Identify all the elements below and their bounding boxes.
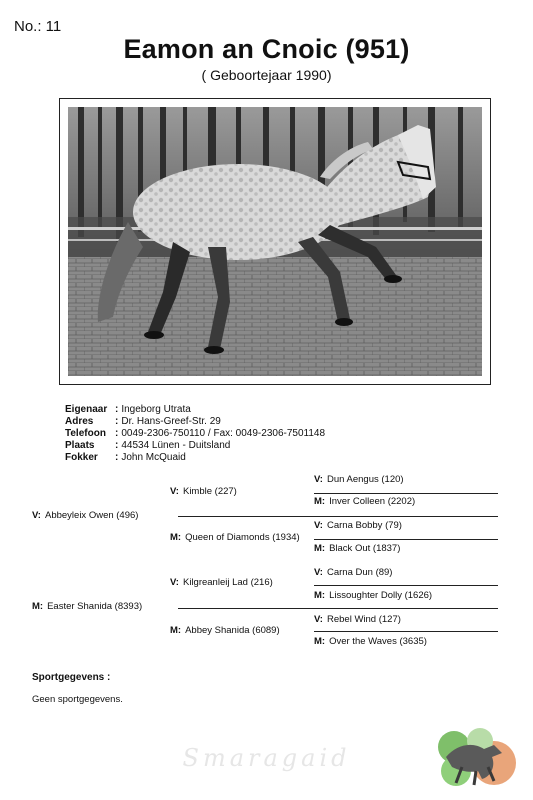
info-key: Telefoon xyxy=(65,428,106,439)
pedigree-line xyxy=(178,608,498,609)
pedigree-grandparent: V: Kimble (227) xyxy=(170,486,237,497)
pedigree-line xyxy=(314,631,498,632)
clover-horse-logo xyxy=(432,727,522,789)
pedigree-great-grandparent: V: Carna Bobby (79) xyxy=(314,520,402,531)
pedigree-great-grandparent: M: Over the Waves (3635) xyxy=(314,636,427,647)
address-row: Adres : Dr. Hans-Greef-Str. 29 xyxy=(65,416,221,427)
pedigree-grandparent: M: Abbey Shanida (6089) xyxy=(170,625,280,636)
pedigree-great-grandparent: V: Rebel Wind (127) xyxy=(314,614,401,625)
info-value: 0049-2306-750110 / Fax: 0049-2306-7501148 xyxy=(121,428,326,439)
horse-photo xyxy=(68,107,482,376)
pedigree-grandparent: M: Queen of Diamonds (1934) xyxy=(170,532,300,543)
horse-name-title: Eamon an Cnoic (951) xyxy=(123,34,410,64)
pedigree-great-grandparent: V: Carna Dun (89) xyxy=(314,567,393,578)
info-key: Plaats xyxy=(65,440,95,451)
pedigree-line xyxy=(314,493,498,494)
owner-row: Eigenaar : Ingeborg Utrata xyxy=(65,404,191,415)
info-key: Adres xyxy=(65,416,94,427)
info-value: Dr. Hans-Greef-Str. 29 xyxy=(121,416,221,427)
horse-photo-frame xyxy=(59,98,491,385)
phone-row: Telefoon : 0049-2306-750110 / Fax: 0049-2306-7501148 xyxy=(65,428,326,439)
page-number: No.: 11 xyxy=(14,18,62,35)
info-value: John McQuaid xyxy=(121,452,186,463)
pedigree-great-grandparent: V: Dun Aengus (120) xyxy=(314,474,404,485)
pedigree-great-grandparent: M: Inver Colleen (2202) xyxy=(314,496,416,507)
birth-year-subtitle: ( Geboortejaar 1990) xyxy=(201,67,332,83)
breeder-row: Fokker : John McQuaid xyxy=(65,452,186,463)
info-key: Fokker xyxy=(65,452,98,463)
pedigree-sire: V: Abbeyleix Owen (496) xyxy=(32,510,139,521)
pedigree-great-grandparent: M: Lissoughter Dolly (1626) xyxy=(314,590,433,601)
sport-text: Geen sportgegevens. xyxy=(32,694,123,705)
pedigree-line xyxy=(178,516,498,517)
info-value: 44534 Lünen - Duitsland xyxy=(121,440,231,451)
watermark-text: Smaragaid xyxy=(182,744,351,772)
sport-heading: Sportgegevens : xyxy=(32,672,111,683)
pedigree-grandparent: V: Kilgreanleij Lad (216) xyxy=(170,577,273,588)
info-value: Ingeborg Utrata xyxy=(121,404,191,415)
info-key: Eigenaar xyxy=(65,404,108,415)
pedigree-line xyxy=(314,539,498,540)
place-row: Plaats : 44534 Lünen - Duitsland xyxy=(65,440,231,451)
pedigree-dam: M: Easter Shanida (8393) xyxy=(32,601,143,612)
pedigree-line xyxy=(314,585,498,586)
pedigree-great-grandparent: M: Black Out (1837) xyxy=(314,543,401,554)
